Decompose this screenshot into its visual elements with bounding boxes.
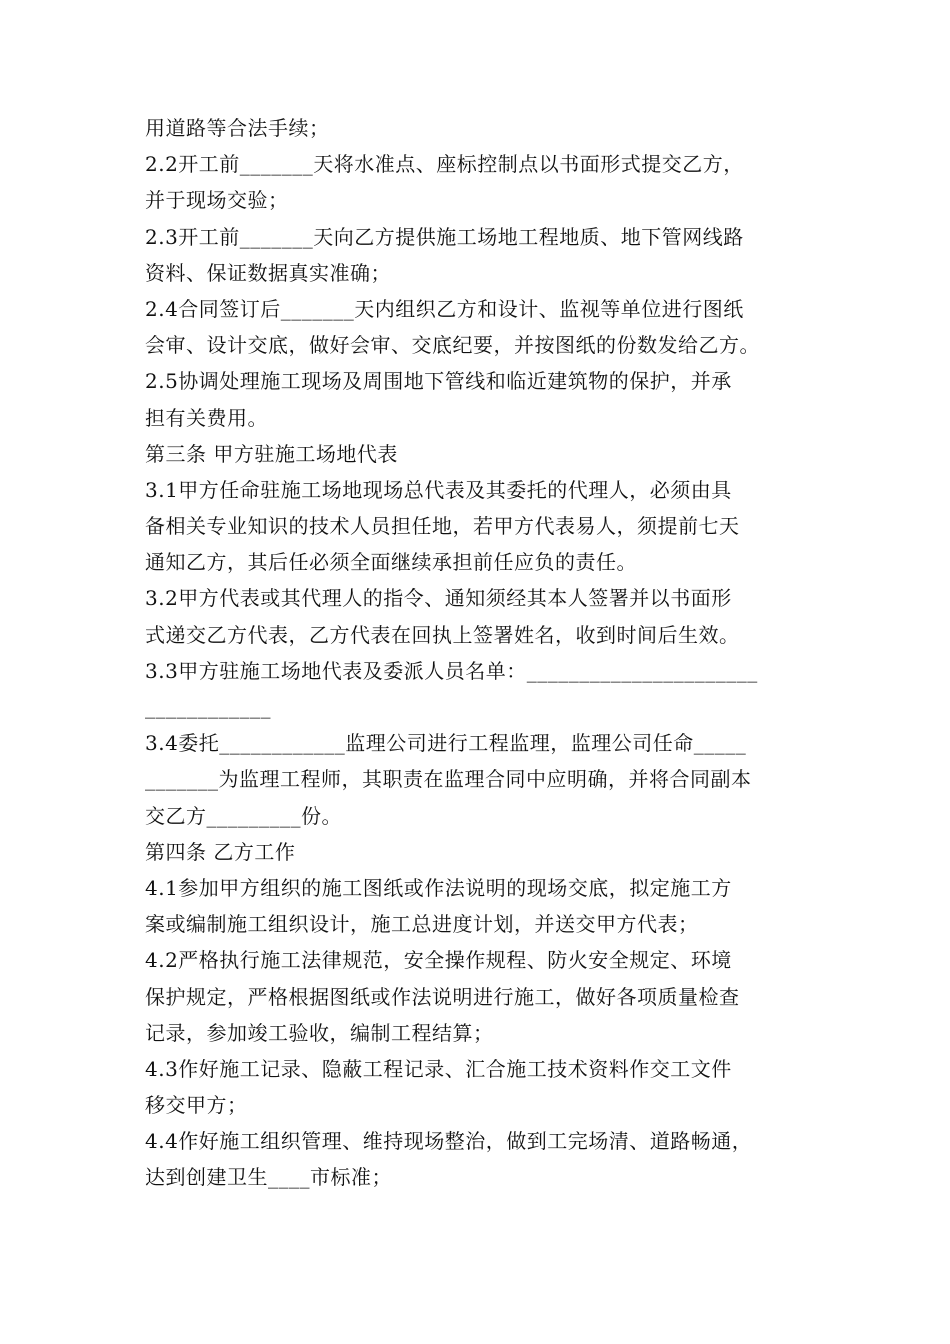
text-line: ____________ (145, 695, 271, 719)
section-heading: 第三条 甲方驻施工场地代表 (145, 441, 398, 466)
text-line: 用道路等合法手续； (145, 116, 330, 140)
text-line: 备相关专业知识的技术人员担任地，若甲方代表易人，须提前七天 (145, 514, 740, 539)
text-line: 3.2甲方代表或其代理人的指令、通知须经其本人签署并以书面形 (145, 586, 732, 611)
text-line: 3.3甲方驻施工场地代表及委派人员名单：______________________ (145, 658, 758, 683)
text-line: 3.1甲方任命驻施工场地现场总代表及其委托的代理人，必须由具 (145, 477, 732, 502)
text-line: 移交甲方； (145, 1093, 248, 1118)
text-line: 并于现场交验； (145, 188, 289, 213)
text-line: 达到创建卫生____市标准； (145, 1165, 392, 1190)
text-line: 2.3开工前_______天向乙方提供施工场地工程地质、地下管网线路 (145, 224, 744, 249)
text-line: 4.3作好施工记录、隐蔽工程记录、汇合施工技术资料作交工文件 (145, 1056, 732, 1081)
text-line: 案或编制施工组织设计，施工总进度计划，并送交甲方代表； (145, 912, 699, 937)
text-line: 2.5协调处理施工现场及周围地下管线和临近建筑物的保护，并承 (145, 369, 732, 394)
text-line: 4.1参加甲方组织的施工图纸或作法说明的现场交底，拟定施工方 (145, 875, 732, 900)
text-line: 资料、保证数据真实准确； (145, 260, 391, 285)
text-line: 2.2开工前_______天将水准点、座标控制点以书面形式提交乙方， (145, 152, 744, 177)
text-line: 交乙方_________份。 (145, 803, 342, 828)
text-line: _______为监理工程师，其职责在监理合同中应明确，并将合同副本 (145, 767, 752, 792)
text-line: 通知乙方，其后任必须全面继续承担前任应负的责任。 (145, 550, 637, 575)
text-line: 会审、设计交底，做好会审、交底纪要，并按图纸的份数发给乙方。 (145, 333, 760, 358)
document-body (145, 110, 845, 1196)
text-line: 3.4委托____________监理公司进行工程监理，监理公司任命_____ (145, 731, 747, 756)
text-line: 保护规定，严格根据图纸或作法说明进行施工，做好各项质量检查 (145, 984, 740, 1009)
text-line: 2.4合同签订后_______天内组织乙方和设计、监视等单位进行图纸 (145, 296, 744, 321)
text-line: 式递交乙方代表，乙方代表在回执上签署姓名，收到时间后生效。 (145, 622, 740, 647)
text-line: 担有关费用。 (145, 405, 268, 430)
text-line: 4.2严格执行施工法律规范，安全操作规程、防火安全规定、环境 (145, 948, 732, 973)
text-line: 4.4作好施工组织管理、维持现场整治，做到工完场清、道路畅通， (145, 1129, 753, 1154)
text-line: 记录，参加竣工验收，编制工程结算； (145, 1020, 494, 1045)
section-heading: 第四条 乙方工作 (145, 839, 296, 864)
